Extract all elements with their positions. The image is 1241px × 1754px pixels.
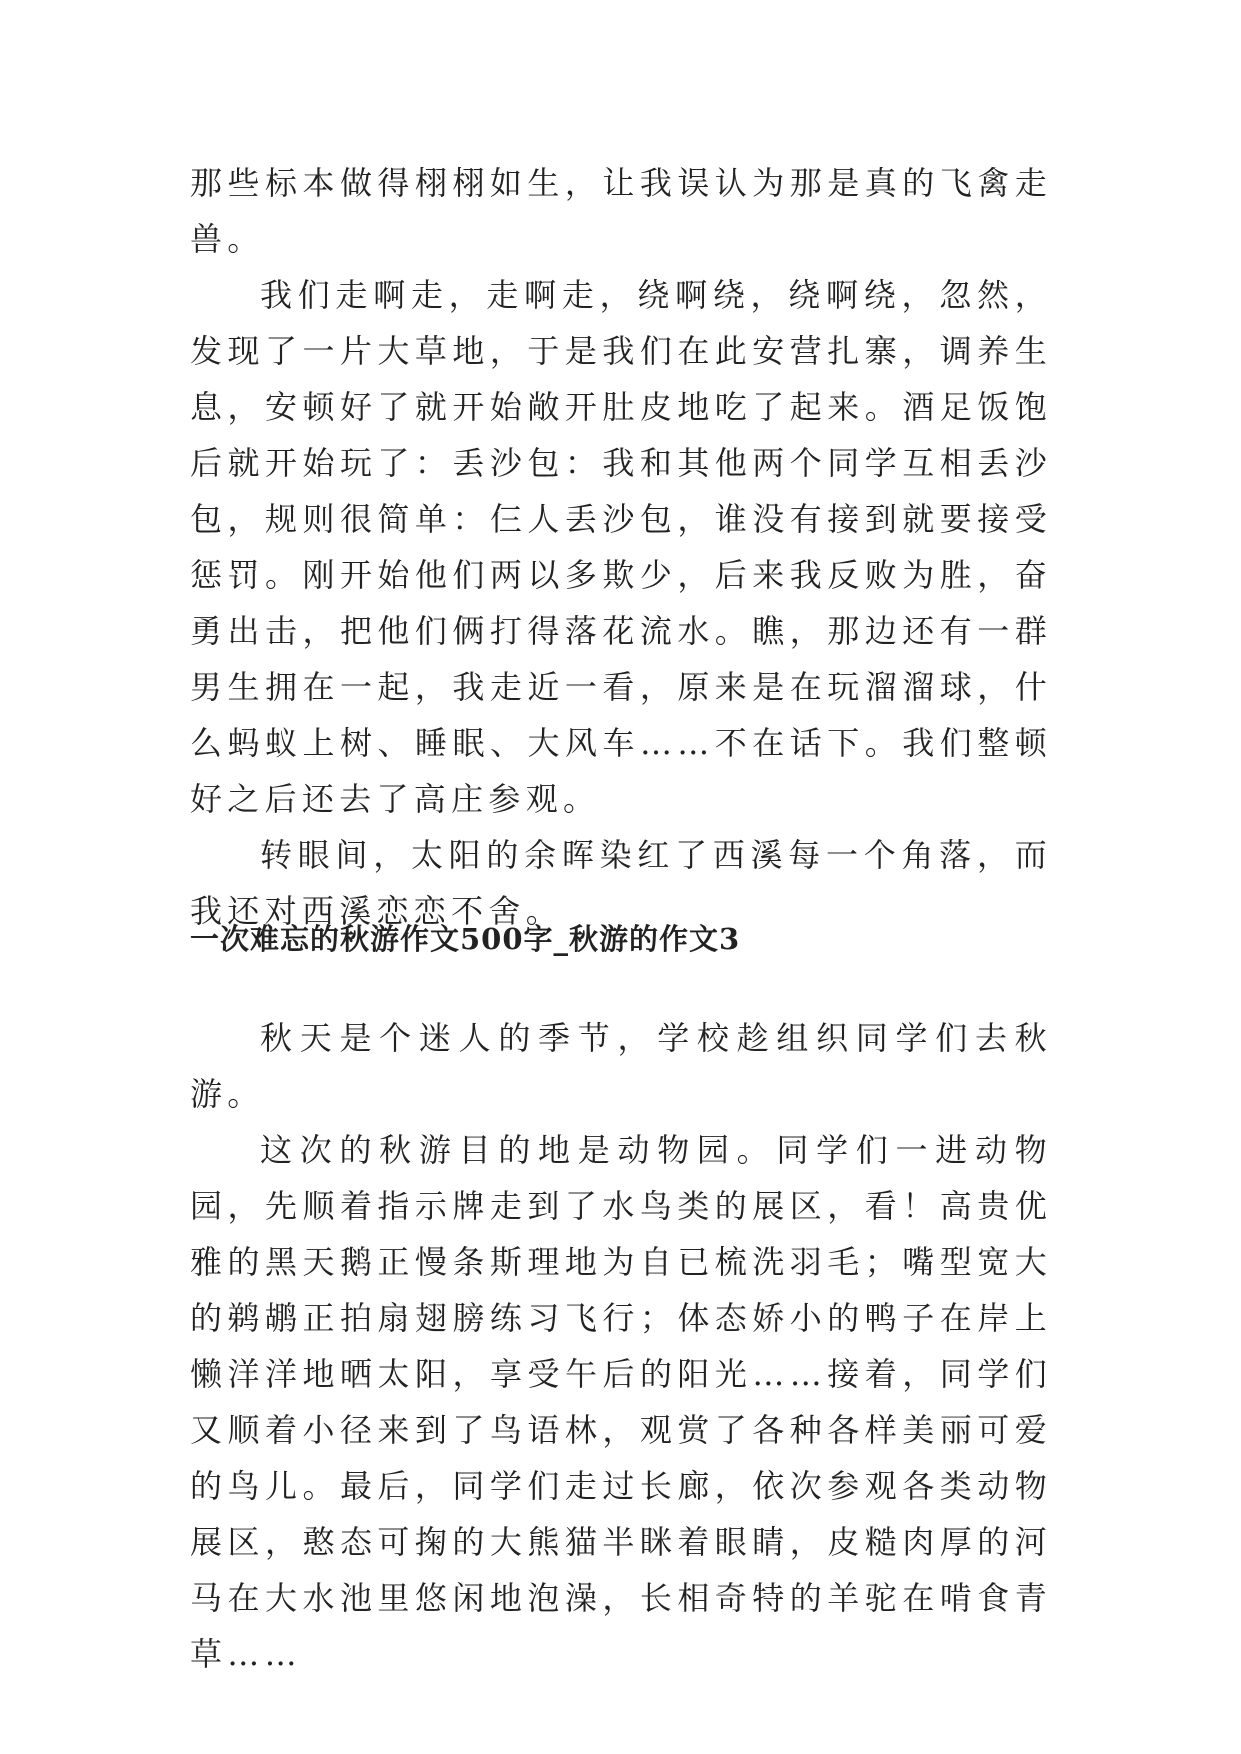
essay-continuation [190,155,1052,939]
paragraph-intro: 秋天是个迷人的季节，学校趁组织同学们去秋游。 [190,1019,1052,1113]
paragraph-continued: 那些标本做得栩栩如生，让我误认为那是真的飞禽走兽。 [190,164,1052,258]
essay-body [190,1010,1052,1682]
paragraph-zoo-visit: 这次的秋游目的地是动物园。同学们一进动物园，先顺着指示牌走到了水鸟类的展区，看！高贵优雅的黑天鹅正慢条斯理地为自已梳洗羽毛；嘴型宽大的鹈鹕正拍扇翅膀练习飞行；体态娇小的鸭子在岸上懒洋洋地晒太阳，享受午后的阳光……接着，同学们又顺着小径来到了鸟语林，观赏了各种各样美丽可爱的鸟儿。最后，同学们走过长廊，依次参观各类动物展区，憨态可掬的大熊猫半眯着眼睛，皮糙肉厚的河马在大水池里悠闲地泡澡，长相奇特的羊驼在啃食青草…… [190,1131,1052,1673]
paragraph-sunset: 转眼间，太阳的余晖染红了西溪每一个角落，而我还对西溪恋恋不舍。 [190,836,1052,930]
paragraph-grassland-play: 我们走啊走，走啊走，绕啊绕，绕啊绕，忽然，发现了一片大草地，于是我们在此安营扎寨，调养生息，安顿好了就开始敞开肚皮地吃了起来。酒足饭饱后就开始玩了：丢沙包：我和其他两个同学互相丢沙包，规则很简单：仨人丢沙包，谁没有接到就要接受惩罚。刚开始他们两以多欺少，后来我反败为胜，奋勇出击，把他们俩打得落花流水。瞧，那边还有一群男生拥在一起，我走近一看，原来是在玩溜溜球，什么蚂蚁上树、睡眠、大风车……不在话下。我们整顿好之后还去了高庄参观。 [190,276,1052,818]
essay-title: 一次难忘的秋游作文500字_秋游的作文3 [190,922,741,956]
